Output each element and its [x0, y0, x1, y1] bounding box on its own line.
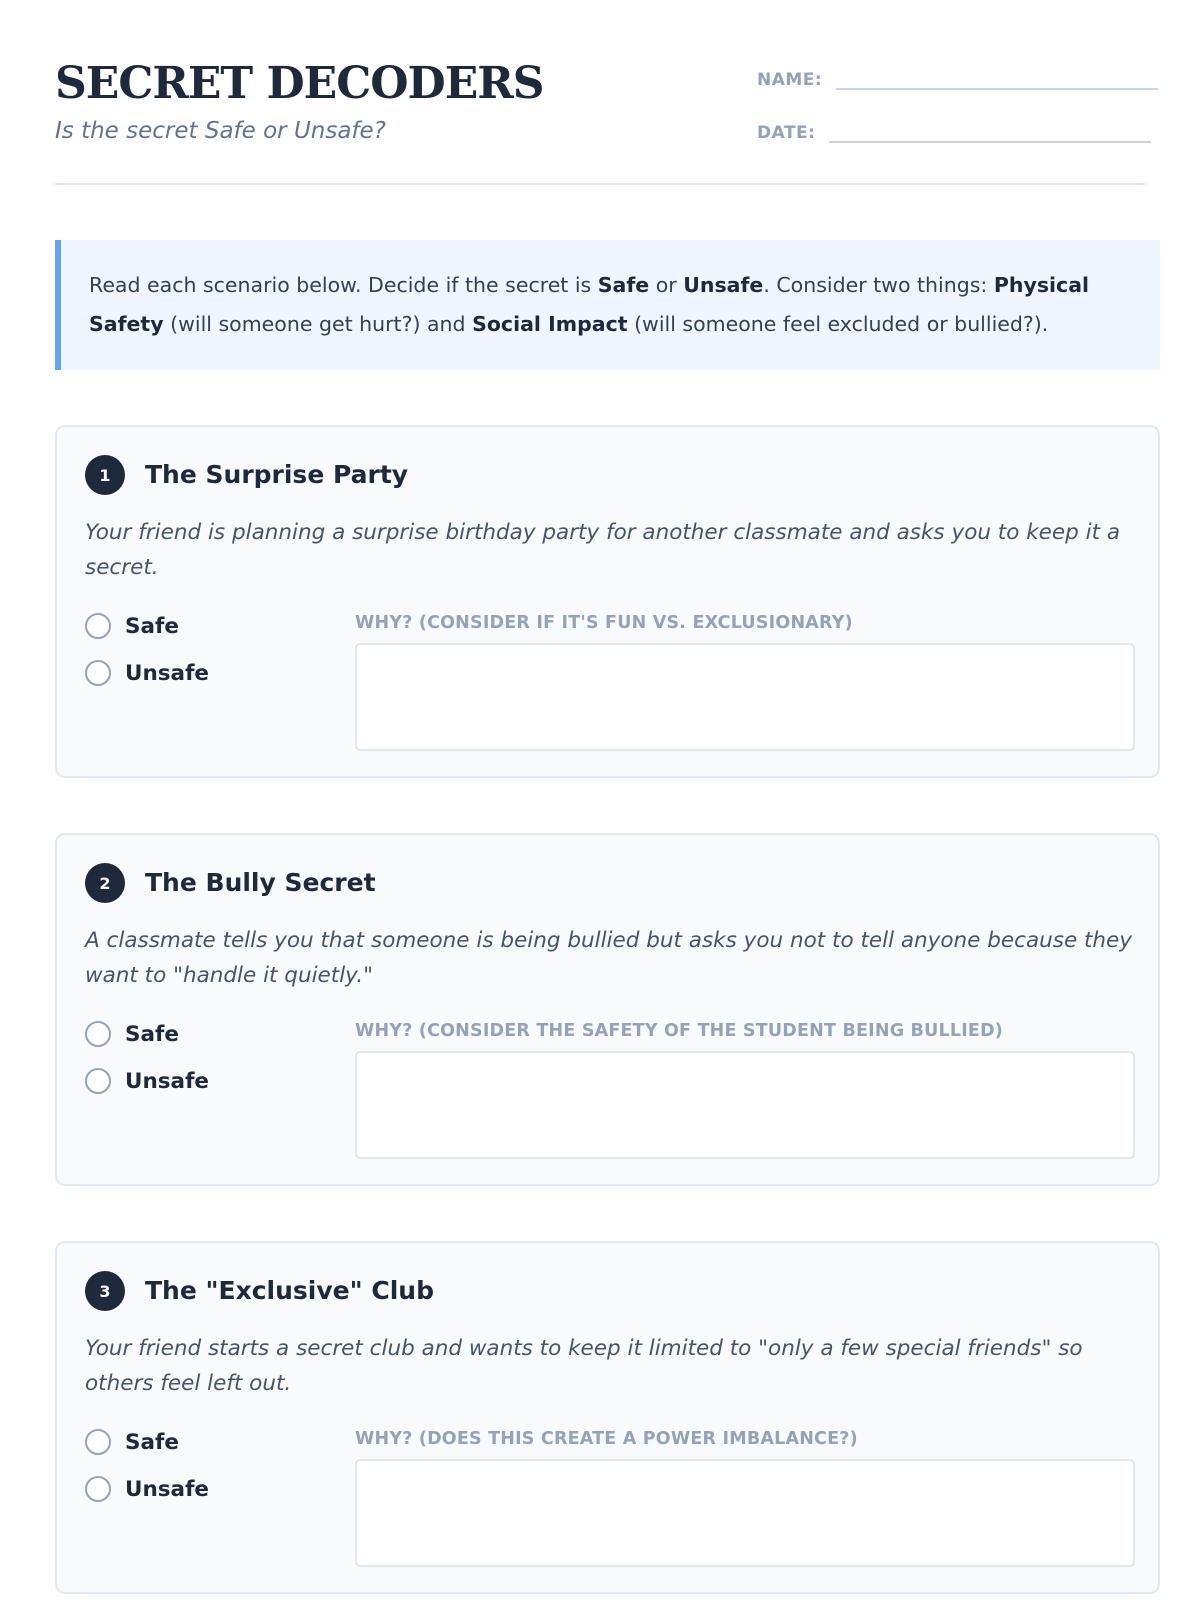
- worksheet-header: [55, 0, 1145, 185]
- unsafe-radio[interactable]: [85, 1068, 111, 1094]
- unsafe-option[interactable]: [85, 1068, 209, 1094]
- scenario-text: Your friend starts a secret club and wants to keep it limited to "only a few special friends" so others feel left out.: [85, 1336, 1083, 1396]
- why-answer-field[interactable]: [355, 1051, 1135, 1159]
- scenario-title: The "Exclusive" Club: [145, 1276, 434, 1305]
- scenario-number-badge: 2: [85, 863, 125, 903]
- why-answer-field[interactable]: [355, 1459, 1135, 1567]
- safe-radio[interactable]: [85, 1021, 111, 1047]
- unsafe-label: Unsafe: [125, 1476, 210, 1502]
- scenario-card: [55, 425, 1160, 778]
- unsafe-option[interactable]: [85, 1476, 209, 1502]
- safe-radio[interactable]: [85, 1429, 111, 1455]
- scenario-number-badge: 3: [85, 1271, 125, 1311]
- why-answer-field[interactable]: [355, 643, 1135, 751]
- unsafe-option[interactable]: [85, 660, 209, 686]
- unsafe-label: Unsafe: [125, 1068, 210, 1094]
- instructions-social-impact: Social Impact: [472, 312, 628, 336]
- name-line[interactable]: [836, 62, 1158, 90]
- scenario-title: The Bully Secret: [145, 868, 376, 897]
- instructions-social-desc: (will someone feel excluded or bullied?).: [627, 312, 1049, 336]
- instructions-box: [55, 240, 1160, 370]
- date-line[interactable]: [829, 115, 1151, 143]
- safe-label: Safe: [125, 613, 179, 639]
- date-field: [757, 115, 1151, 143]
- safe-option[interactable]: [85, 1429, 179, 1455]
- safe-radio[interactable]: [85, 613, 111, 639]
- unsafe-radio[interactable]: [85, 1476, 111, 1502]
- safe-option[interactable]: [85, 613, 179, 639]
- page-subtitle: Is the secret Safe or Unsafe?: [55, 118, 386, 144]
- instructions-intro: Read each scenario below. Decide if the secret is: [89, 273, 598, 297]
- page-title: SECRET DECODERS: [55, 58, 544, 109]
- why-label: WHY? (DOES THIS CREATE A POWER IMBALANCE?): [355, 1429, 858, 1449]
- instructions-safe: Safe: [597, 273, 650, 297]
- why-label: WHY? (CONSIDER IF IT'S FUN VS. EXCLUSIONARY): [355, 613, 853, 633]
- scenario-text: Your friend is planning a surprise birthday party for another classmate and asks you to keep it a secret.: [85, 520, 1121, 580]
- instructions-unsafe: Unsafe: [683, 273, 764, 297]
- scenario-card: [55, 1241, 1160, 1594]
- instructions-mid: . Consider two things:: [763, 273, 994, 297]
- scenario-title: The Surprise Party: [145, 460, 409, 489]
- unsafe-radio[interactable]: [85, 660, 111, 686]
- unsafe-label: Unsafe: [125, 660, 210, 686]
- why-label: WHY? (CONSIDER THE SAFETY OF THE STUDENT BEING BULLIED): [355, 1021, 1003, 1041]
- scenario-card: [55, 833, 1160, 1186]
- scenario-text: A classmate tells you that someone is being bullied but asks you not to tell anyone because they want to "handle it quietly.": [85, 928, 1133, 988]
- instructions-or: or: [649, 273, 684, 297]
- safe-option[interactable]: [85, 1021, 179, 1047]
- safe-label: Safe: [125, 1429, 179, 1455]
- date-label: DATE:: [757, 123, 816, 143]
- instructions-physical-desc: (will someone get hurt?) and: [163, 312, 473, 336]
- safe-label: Safe: [125, 1021, 179, 1047]
- name-label: NAME:: [757, 70, 823, 90]
- instructions-physical-safety: Physical Safety: [89, 273, 1090, 336]
- name-field: [757, 62, 1158, 90]
- scenario-number-badge: 1: [85, 455, 125, 495]
